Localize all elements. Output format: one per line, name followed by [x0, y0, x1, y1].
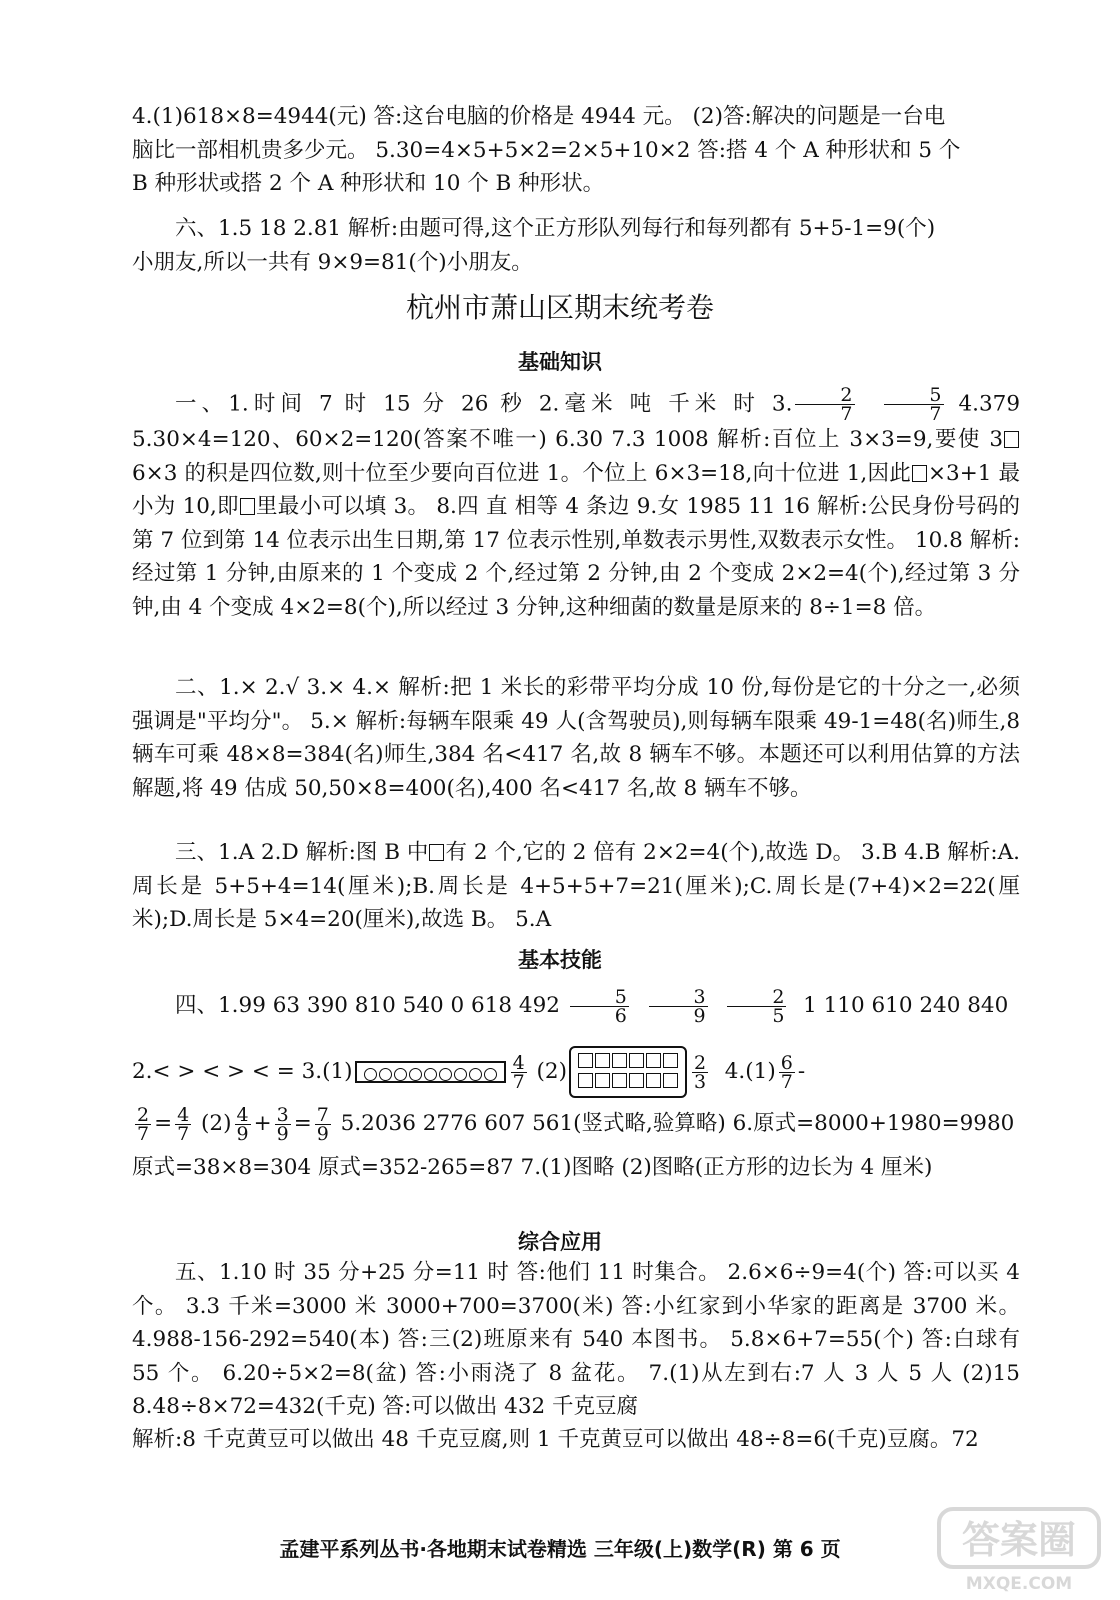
- q4-text-d: -: [797, 1059, 806, 1084]
- answer-group-three: [132, 836, 1020, 937]
- q4-text-e: =: [154, 1111, 173, 1136]
- q1-text-d: ×3+1 最小为 10,即: [132, 460, 1020, 519]
- fraction: $\frac{3}{9}$: [276, 1103, 289, 1145]
- prev-line-1: 4.(1)618×8=4944(元) 答:这台电脑的价格是 4944 元。 (2)答:解决的问题是一台电: [132, 104, 946, 129]
- svg-text:MXQE.COM: MXQE.COM: [965, 1574, 1073, 1593]
- q4-text-g: +: [253, 1111, 272, 1136]
- q1-text-a: 一、1.时间 7 时 15 分 26 秒 2.毫米 吨 千米 时 3.: [175, 391, 793, 417]
- svg-text:答案圈: 答案圈: [961, 1518, 1077, 1562]
- answer-group-two: 二、1.× 2.√ 3.× 4.× 解析:把 1 米长的彩带平均分成 10 份,每份是它的十分之一,必须强调是"平均分"。 5.× 解析:每辆车限乘 49 人(含驾驶员),则每辆车限乘 49-1=48(名)师生,8 辆车可乘 48×8=384(名)师生,384 名<417 名,故 8 辆车不够。本题还可以利用估算的方法解题,将 49 估成 50,50×8=400(名),400 名<417 名,故 8 辆车不够。: [132, 675, 1020, 801]
- q4-text-b: (2): [536, 1059, 567, 1084]
- q3-text-b: 有 2 个,它的 2 倍有 2×2=4(个),故选 D。 3.B 4.B 解析:A.周长是 5+5+4=14(厘米);B.周长是 4+5+5+7=21(厘米);C.周长是(7+4)×2=22(厘米);D.周长是 5×4=20(厘米),故选 B。 5.A: [132, 840, 1020, 932]
- section-basic-knowledge: 基础知识: [518, 350, 602, 374]
- fraction: $\frac{4}{9}$: [236, 1103, 249, 1145]
- q4-text-i: 5.2036 2776 607 561(竖式略,验算略) 6.原式=8000+1980=9980 原式=38×8=304 原式=352-265=87 7.(1)图略 (2)图略(正方形的边长为 4 厘米): [132, 1111, 1015, 1180]
- fraction: $\frac{5}{6}$: [570, 988, 629, 1025]
- exam-title: 杭州市萧山区期末统考卷: [405, 291, 714, 324]
- answer-group-four-cont: [132, 1046, 1020, 1098]
- answer-group-four-cont-2: [132, 1102, 1020, 1190]
- fraction: $\frac{4}{7}$: [512, 1051, 525, 1093]
- q4-row-1: 四、1.99 63 390 810 540 0 618 492: [175, 993, 560, 1018]
- q1-text-c: 6×3 的积是四位数,则十位至少要向百位进 1。个位上 6×3=18,向十位进 1,因此: [132, 460, 912, 486]
- q3-text-a: 三、1.A 2.D 解析:图 B 中: [175, 840, 429, 865]
- q4-text-c: 4.(1): [724, 1059, 776, 1084]
- page-footer: 孟建平系列丛书·各地期末试卷精选 三年级(上)数学(R) 第 6 页: [279, 1537, 841, 1561]
- answer-group-five: 五、1.10 时 35 分+25 分=11 时 答:他们 11 时集合。 2.6×6÷9=4(个) 答:可以买 4 个。 3.3 千米=3000 米 3000+700=3700(米) 答:小红家到小华家的距离是 3700 米。 4.988-156-292=540(本) 答:三(2)班原来有 540 本图书。 5.8×6+7=55(个) 答:白球有 55 个。 6.20÷5×2=8(盆) 答:小雨浇了 8 盆花。 7.(1)从左到右:7 人 3 人 5 人 (2)15 8.48÷8×72=432(千克) 答:可以做出 432 千克豆腐: [132, 1260, 1020, 1419]
- prev-line-5: 小朋友,所以一共有 9×9=81(个)小朋友。: [132, 249, 533, 275]
- fraction: $\frac{6}{7}$: [780, 1051, 793, 1093]
- answer-group-five-analysis: 解析:8 千克黄豆可以做出 48 千克豆腐,则 1 千克黄豆可以做出 48÷8=6(千克)豆腐。72: [132, 1427, 979, 1452]
- q4-text-a: 2.< > < > < = 3.(1): [132, 1059, 353, 1084]
- q4-text-h: =: [293, 1111, 312, 1136]
- section-applied: 综合应用: [518, 1230, 602, 1254]
- fraction: $\frac{3}{9}$: [649, 988, 708, 1025]
- watermark-logo: [935, 1505, 1103, 1593]
- fraction: $\frac{4}{7}$: [177, 1103, 190, 1145]
- prev-answers: [132, 100, 1020, 201]
- prev-line-4: 六、1.5 18 2.81 解析:由题可得,这个正方形队列每行和每列都有 5+5-1=9(个): [175, 216, 936, 241]
- fraction: $\frac{7}{9}$: [316, 1103, 329, 1145]
- blank-box-icon: [1004, 431, 1019, 448]
- fraction: $\frac{5}{7}$: [884, 386, 943, 423]
- prev-line-3: B 种形状或搭 2 个 A 种形状和 10 个 B 种形状。: [132, 171, 605, 196]
- prev-line-2: 脑比一部相机贵多少元。 5.30=4×5+5×2=2×5+10×2 答:搭 4 个 A 种形状和 5 个: [132, 137, 961, 163]
- section-basic-skills: 基本技能: [518, 948, 602, 972]
- blank-box-icon: [429, 844, 444, 861]
- blank-box-icon: [912, 465, 927, 482]
- square-grid-figure: [569, 1046, 687, 1098]
- q4-row-1-tail: 1 110 610 240 840: [803, 993, 1009, 1018]
- fraction: $\frac{2}{3}$: [693, 1051, 707, 1093]
- answer-group-four: [132, 982, 1020, 1030]
- circle-row-figure: [355, 1061, 506, 1083]
- q1-text-e: 里最小可以填 3。 8.四 直 相等 4 条边 9.女 1985 11 16 解析:公民身份号码的第 7 位到第 14 位表示出生日期,第 17 位表示性别,单数表示男性,双数表示女性。 10.8 解析:经过第 1 分钟,由原来的 1 个变成 2 个,经过第 2 分钟,由 2 个变成 2×2=4(个),经过第 3 分钟,由 4 个变成 4×2=8(个),所以经过 3 分钟,这种细菌的数量是原来的 8÷1=8 倍。: [132, 494, 1020, 620]
- blank-box-icon: [240, 498, 255, 515]
- answer-group-one: [132, 386, 1020, 624]
- fraction: $\frac{2}{7}$: [795, 386, 854, 423]
- fraction: $\frac{2}{5}$: [727, 988, 786, 1025]
- q4-text-f: (2): [194, 1111, 232, 1136]
- fraction: $\frac{2}{7}$: [137, 1103, 150, 1145]
- q1-text-b: 4.379 5.30×4=120、60×2=120(答案不唯一) 6.30 7.3 1008 解析:百位上 3×3=9,要使 3: [132, 391, 1020, 452]
- prev-section-six: [132, 212, 1020, 279]
